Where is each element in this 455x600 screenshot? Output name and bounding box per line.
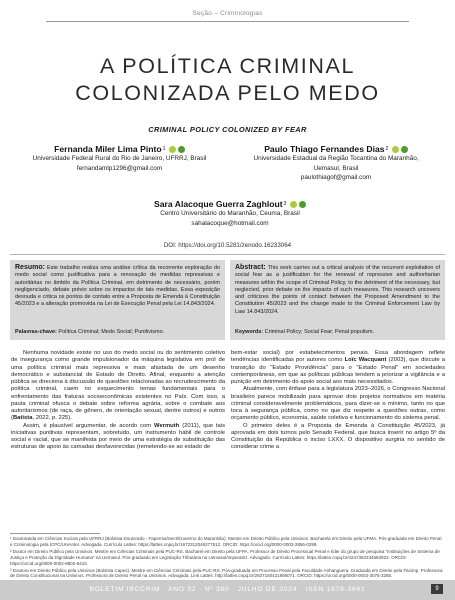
footnote: ² Doutor em Direito Público pela Unisinos. Mestre em Ciências Criminais pela PUC-RS. Bacharel em Direito pela UFPA. Professor de Direito Processual Penal e líder do grupo de pesquisa "Instituições de Sistema de Justiça e Proteção da Dignidade Humana" na Uemasul. Pós-graduado em Legislação Tributária na Uemasul/Imperatriz. Advogado. Currículo Lattes: https://lattes.cnpq.br/4247352234663822. ORCID: https://orcid.org/0000-0002-8802-6410. <box>10 548 440 566</box>
abstract-en-heading: Abstract: <box>235 264 266 271</box>
author-email[interactable]: sahalacoque@hotmail.com <box>191 219 269 227</box>
author-block-1 <box>32 143 207 173</box>
author-name: Fernanda Miler Lima Pinto 1 <box>54 145 185 154</box>
author-email[interactable]: paulothiagof@gmail.com <box>300 174 372 182</box>
footnote-ref[interactable]: 3 <box>283 201 287 207</box>
body-paragraph: Nenhuma novidade existe no uso do medo social ou do sentimento coletivo de insegurança como grande impulsionador da máquina legislativa em prol de uma política criminal mais repressiva e mais afastada de um desenho democrático e substancial de Estado de Direito. Afinal, enquanto a atenção pública se direciona à discussão de questões relacionadas ao recrudescimento da política criminal, caem no esquecimento temas fundamentais para o enfrentamento das fraturas socioeconômicas existentes no País. Com isso, a pauta criminal ofusca o debate sobre reforma agrária, sobre o combate aos autoritarismos (de raça, de gênero, de orientação sexual, dentre outros) e outros (Batista, 2022, p. 225). <box>11 350 225 422</box>
body-column-left <box>11 350 225 452</box>
footer-bar <box>0 580 455 600</box>
author-name: Sara Alacoque Guerra Zaghlout 3 <box>154 200 306 209</box>
footnote: ³ Doutora em Direito Público pela Unisinos (Bolsista Capes). Mestre em Ciências Criminais pela PUC-RS. Pós-graduada em Processo Penal pela Faculdade Anhanguera. Graduada em Direito pela Facimp. Professora de Direito Constitucional na Unisinos. Professora de Direito Penal na Unisinos. Advogada. Link Lattes: http://lattes.cnpq.br/2927150421895071. ORCID: https://orcid.org/0000-0003-3076-3285. <box>10 567 443 579</box>
keywords-en: Keywords: Criminal Policy; Social Fear; Penal populism. <box>235 329 375 335</box>
footnote: ¹ Doutoranda em Ciências Sociais pela UFRRJ (Bolsista Doutorado - Faperma/Secti/Governo do Maranhão). Mestre em Direito Público pela Unisinos. Bacharela em Direito pela UFMA. Pós-graduada em Direito Penal e Criminologia pela ICPC/UniAnter. Advogada. Currículo Lattes: https://lattes.cnpq.br/1672312046277512. ORCID: https://orcid.org/0000-0003-2856-0299. <box>10 536 442 547</box>
author-affiliation-2: Uemasul, Brasil <box>313 164 359 172</box>
section-label: Seção – Criminologias <box>192 10 263 17</box>
body-paragraph: O primeiro deles é a Proposta de Emenda à Constituição 45/2023, já aprovada em dois turnos pelo Senado Federal, que busca inserir no artigo 5º da Constituição da República o inciso LXXX. O dispositivo surgiria no sentido de considerar crime a <box>231 422 445 451</box>
abstract-en-text: Abstract: This work carries out a critical analysis of the recurrent exploitation of social fear as a justification for the renewal of repressive and authoritarian measures within the scope of Criminal Policy, to the detriment of the necessary, but neglected, prior debate on the impacts of such measures. This research uncovers and criticizes the points of contact between the Proposed Amendment to the Constitution 45/2023 and the change made to the Criminal Enforcement Law by Law 14.843/2024. <box>235 264 440 315</box>
title-line-2: COLONIZADA PELO MEDO <box>75 81 380 105</box>
keywords-pt-heading: Palavras-chave: <box>15 329 57 335</box>
footer-text: BOLETIM IBCCRIM · ANO 32 · Nº 380 · JULHO DE 2024 · ISSN 1676-3661 <box>89 586 366 593</box>
lattes-icon[interactable] <box>401 146 408 153</box>
body-paragraph: Atualmente, com ênfase para a legislatura 2023–2026, o Congresso Nacional brasileiro parece mobilizado para aprovar dois projetos normativos em matéria criminal consideravelmente problemáticos, para dizer-se o mínimo, tanto no que toca à segurança pública, como no que diz respeito a questões outras, como orçamento público, economia, saúde coletiva e funcionamento do sistema penal. <box>231 386 445 422</box>
abstract-pt-box <box>10 260 225 340</box>
header-rule <box>46 21 409 22</box>
citation-link[interactable]: Wermuth <box>154 422 180 429</box>
orcid-icon[interactable] <box>392 146 399 153</box>
author-name: Paulo Thiago Fernandes Dias 2 <box>264 145 408 154</box>
citation-link[interactable]: Batista <box>12 415 33 422</box>
orcid-icon[interactable] <box>169 146 176 153</box>
page-number: 9 <box>431 584 443 594</box>
body-column-right <box>231 350 445 452</box>
keywords-en-heading: Keywords: <box>235 329 264 335</box>
doi-link[interactable]: DOI: https://doi.org/10.5281/zenodo.16233064 <box>163 242 292 249</box>
lattes-icon[interactable] <box>178 146 185 153</box>
abstract-pt-heading: Resumo: <box>15 264 45 271</box>
author-affiliation: Centro Universitário do Maranhão, Ceuma, Brasil <box>160 210 300 218</box>
body-paragraph: Assim, é plausível argumentar, de acordo com Wermuth (2011), que tais iniciativas punitivas representam, sobretudo, um instrumento hábil de controle social e racial, que se manifesta por meio de uma estratégia de substituição das estruturas de apoio às camadas desfavorecidas (remetendo-se ao estado de <box>11 422 225 451</box>
author-email[interactable]: fernandamlp1296@gmail.com <box>76 164 163 172</box>
abstract-en-box <box>230 260 445 340</box>
footnotes <box>10 536 445 580</box>
lattes-icon[interactable] <box>299 201 306 208</box>
author-affiliation: Universidade Federal Rural do Rio de Janeiro, UFRRJ, Brasil <box>32 155 207 163</box>
author-block-3 <box>150 198 310 228</box>
abstract-pt-text: Resumo: Este trabalho realiza uma análise crítica da recorrente exploração do medo social como justificativa para a renovação de medidas repressivas e autoritárias no âmbito da Política Criminal, em detrimento de necessário, porém negligenciado, debate prévio sobre os impactos de tais medidas. Essa exposição desnuda e critica os pontos de contato entre a Proposta de Emenda à Constituição 45/2023 e a alteração promovida na Lei de Execução Penal pela Lei 14.843/2024. <box>15 264 220 308</box>
english-title: CRIMINAL POLICY COLONIZED BY FEAR <box>148 125 307 134</box>
orcid-icon[interactable] <box>290 201 297 208</box>
citation-link[interactable]: Loïc Wacquant <box>344 357 387 364</box>
footnote-rule <box>10 533 100 534</box>
author-block-2 <box>250 143 422 183</box>
footnote-ref[interactable]: 2 <box>385 146 389 152</box>
author-affiliation: Universidade Estadual da Região Tocantina do Maranhão, <box>253 155 419 163</box>
footnote-ref[interactable]: 1 <box>162 146 166 152</box>
doi-rule <box>10 254 445 255</box>
keywords-pt: Palavras-chave: Política Criminal; Medo Social; Punitivismo. <box>15 329 165 335</box>
title-line-1: A POLÍTICA CRIMINAL <box>99 54 356 78</box>
body-paragraph: bem-estar social) por estabelecimentos penais. Essa abordagem reflete tendências identificadas por autores como Loïc Wacquant (2003), que discute a transição do "Estado Providência" para o "Estado Penal" em sociedades contemporâneas, em que as políticas públicas tendem a priorizar a vigilância e a punição em detrimento do apoio social aos mais necessitados. <box>231 350 445 385</box>
